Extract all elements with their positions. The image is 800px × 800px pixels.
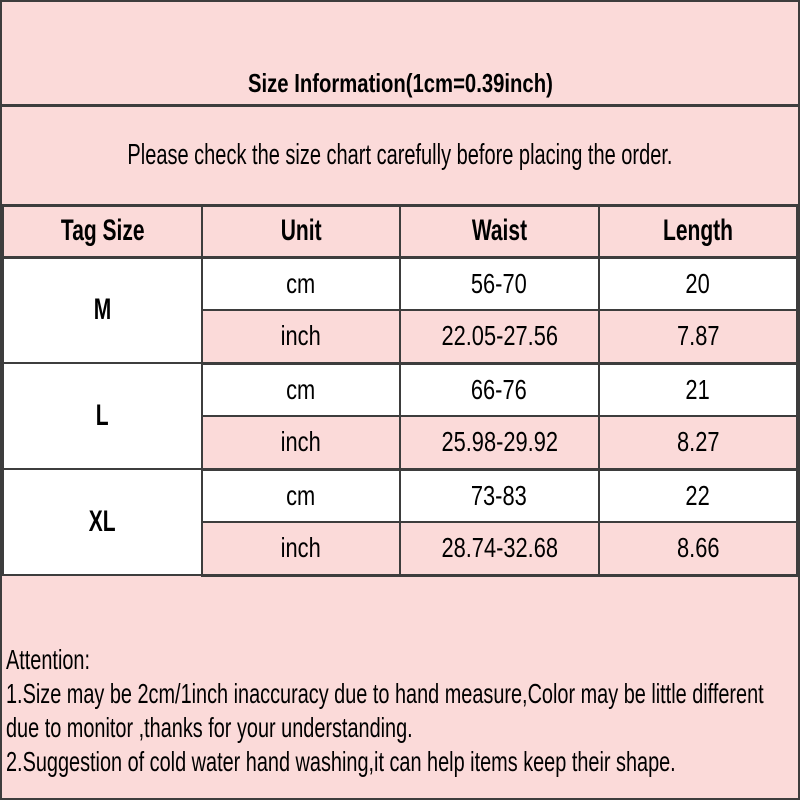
length-cell [599, 469, 798, 522]
unit-cell [202, 522, 401, 575]
attention-note-1-cont-text: due to monitor ,thanks for your understanding. [6, 711, 413, 743]
col-header-length [599, 207, 798, 257]
size-check-notice: Please check the size chart carefully before placing the order. [127, 138, 673, 171]
unit-cell [202, 257, 401, 310]
size-table-header-row [3, 207, 797, 257]
unit-value: inch [280, 532, 321, 564]
col-header-tag-size-label: Tag Size [60, 214, 145, 247]
waist-value: 73-83 [471, 479, 528, 511]
length-value: 21 [685, 373, 710, 405]
size-table [2, 207, 798, 577]
size-cell-m [3, 257, 202, 363]
size-cell-l [3, 363, 202, 469]
waist-value: 25.98-29.92 [440, 426, 558, 458]
waist-cell [400, 469, 599, 522]
unit-value: cm [286, 479, 316, 511]
col-header-tag-size [3, 207, 202, 257]
length-value: 20 [685, 267, 710, 299]
attention-note-2-text: 2.Suggestion of cold water hand washing,it can help items keep their shape. [6, 745, 676, 777]
col-header-unit-label: Unit [280, 214, 322, 247]
length-cell [599, 257, 798, 310]
table-row-xl-cm [3, 469, 797, 522]
col-header-unit [202, 207, 401, 257]
length-cell [599, 416, 798, 469]
unit-cell [202, 469, 401, 522]
attention-note-1 [6, 677, 798, 711]
title-section [2, 2, 798, 107]
length-cell [599, 522, 798, 575]
waist-cell [400, 257, 599, 310]
waist-value: 66-76 [471, 373, 528, 405]
length-cell [599, 363, 798, 416]
waist-value: 56-70 [471, 267, 528, 299]
length-value: 22 [685, 479, 710, 511]
unit-value: cm [286, 267, 316, 299]
unit-value: inch [280, 320, 321, 352]
waist-value: 22.05-27.56 [440, 320, 558, 352]
table-row-l-cm [3, 363, 797, 416]
waist-cell [400, 363, 599, 416]
col-header-length-label: Length [662, 214, 733, 247]
waist-cell [400, 310, 599, 363]
waist-value: 28.74-32.68 [440, 532, 558, 564]
attention-note-1-cont [6, 711, 798, 745]
attention-note-1-text: 1.Size may be 2cm/1inch inaccuracy due to hand measure,Color may be little different [6, 677, 764, 709]
size-label-l: L [95, 398, 109, 432]
col-header-waist-label: Waist [471, 214, 527, 247]
attention-note-2 [6, 745, 798, 779]
unit-value: cm [286, 373, 316, 405]
length-value: 8.27 [676, 426, 720, 458]
attention-section [2, 577, 798, 799]
size-info-title: Size Information(1cm=0.39inch) [247, 68, 553, 99]
waist-cell [400, 416, 599, 469]
size-label-xl: XL [88, 504, 116, 538]
length-cell [599, 310, 798, 363]
waist-cell [400, 522, 599, 575]
col-header-waist [400, 207, 599, 257]
unit-cell [202, 363, 401, 416]
size-label-m: M [93, 293, 111, 326]
size-cell-xl [3, 469, 202, 575]
length-value: 7.87 [676, 320, 720, 352]
length-value: 8.66 [676, 532, 720, 564]
attention-heading [6, 643, 798, 677]
unit-cell [202, 310, 401, 363]
notice-section [2, 107, 798, 207]
unit-value: inch [280, 426, 321, 458]
attention-heading-text: Attention: [6, 643, 91, 675]
table-row-m-cm [3, 257, 797, 310]
unit-cell [202, 416, 401, 469]
